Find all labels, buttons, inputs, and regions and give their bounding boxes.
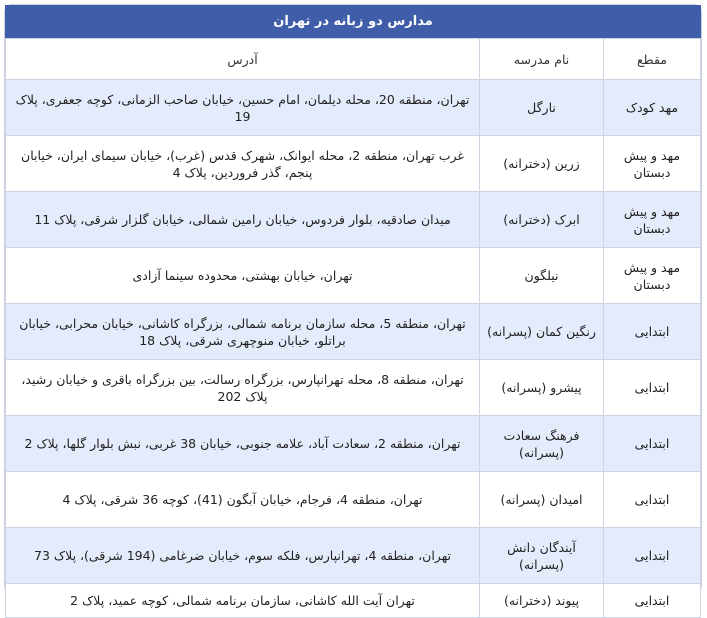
header-address: آدرس (6, 39, 480, 80)
cell-school-name: ابرک (دخترانه) (480, 192, 604, 248)
cell-address: غرب تهران، منطقه 2، محله ایوانک، شهرک قدس (غرب)، خیابان سیمای ایران، خیابان پنجم، گذر فروردین، پلاک 4 (6, 136, 480, 192)
table-row (6, 528, 701, 584)
table-title: مدارس دو زبانه در تهران (5, 5, 701, 38)
cell-address: تهران، منطقه 4، فرجام، خیابان آبگون (41)، کوچه 36 شرقی، پلاک 4 (6, 472, 480, 528)
cell-level: ابتدایی (604, 360, 701, 416)
table-row (6, 136, 701, 192)
cell-level: ابتدایی (604, 416, 701, 472)
cell-school-name: آیندگان دانش (پسرانه) (480, 528, 604, 584)
cell-address: میدان صادقیه، بلوار فردوس، خیابان رامین شمالی، خیابان گلزار شرقی، پلاک 11 (6, 192, 480, 248)
cell-address: تهران، منطقه 20، محله دیلمان، امام حسین، خیابان صاحب الزمانی، کوچه جعفری، پلاک 19 (6, 80, 480, 136)
cell-level: مهد و پیش دبستان (604, 192, 701, 248)
table-row (6, 584, 701, 618)
cell-school-name: امیدان (پسرانه) (480, 472, 604, 528)
cell-level: ابتدایی (604, 584, 701, 618)
cell-level: مهد کودک (604, 80, 701, 136)
cell-address: تهران، خیابان بهشتی، محدوده سینما آزادی (6, 248, 480, 304)
cell-school-name: پیوند (دخترانه) (480, 584, 604, 618)
table-row (6, 472, 701, 528)
table-row (6, 416, 701, 472)
cell-address: تهران، منطقه 8، محله تهرانپارس، بزرگراه رسالت، بین بزرگراه باقری و خیابان رشید، پلاک 202 (6, 360, 480, 416)
cell-school-name: نارگل (480, 80, 604, 136)
table-header (6, 39, 701, 80)
header-school-name: نام مدرسه (480, 39, 604, 80)
cell-level: مهد و پیش دبستان (604, 136, 701, 192)
cell-address: تهران، منطقه 4، تهرانپارس، فلکه سوم، خیابان ضرغامی (194 شرقی)، پلاک 73 (6, 528, 480, 584)
table-row (6, 360, 701, 416)
cell-level: مهد و پیش دبستان (604, 248, 701, 304)
table-body (6, 80, 701, 618)
cell-level: ابتدایی (604, 528, 701, 584)
cell-school-name: رنگین کمان (پسرانه) (480, 304, 604, 360)
table-row (6, 248, 701, 304)
cell-level: ابتدایی (604, 472, 701, 528)
cell-address: تهران آیت الله کاشانی، سازمان برنامه شمالی، کوچه عمید، پلاک 2 (6, 584, 480, 618)
cell-address: تهران، منطقه 5، محله سازمان برنامه شمالی، بزرگراه کاشانی، خیابان محرابی، خیابان براتلو، خیابان منوچهری شرقی، پلاک 18 (6, 304, 480, 360)
schools-table (5, 38, 701, 618)
header-row (6, 39, 701, 80)
table-row (6, 304, 701, 360)
cell-school-name: زرین (دخترانه) (480, 136, 604, 192)
cell-address: تهران، منطقه 2، سعادت آباد، علامه جنوبی، خیابان 38 غربی، نبش بلوار گلها، پلاک 2 (6, 416, 480, 472)
cell-school-name: نیلگون (480, 248, 604, 304)
header-level: مقطع (604, 39, 701, 80)
cell-level: ابتدایی (604, 304, 701, 360)
cell-school-name: فرهنگ سعادت (پسرانه) (480, 416, 604, 472)
table-row (6, 80, 701, 136)
schools-table-card (4, 4, 702, 608)
table-row (6, 192, 701, 248)
cell-school-name: پیشرو (پسرانه) (480, 360, 604, 416)
